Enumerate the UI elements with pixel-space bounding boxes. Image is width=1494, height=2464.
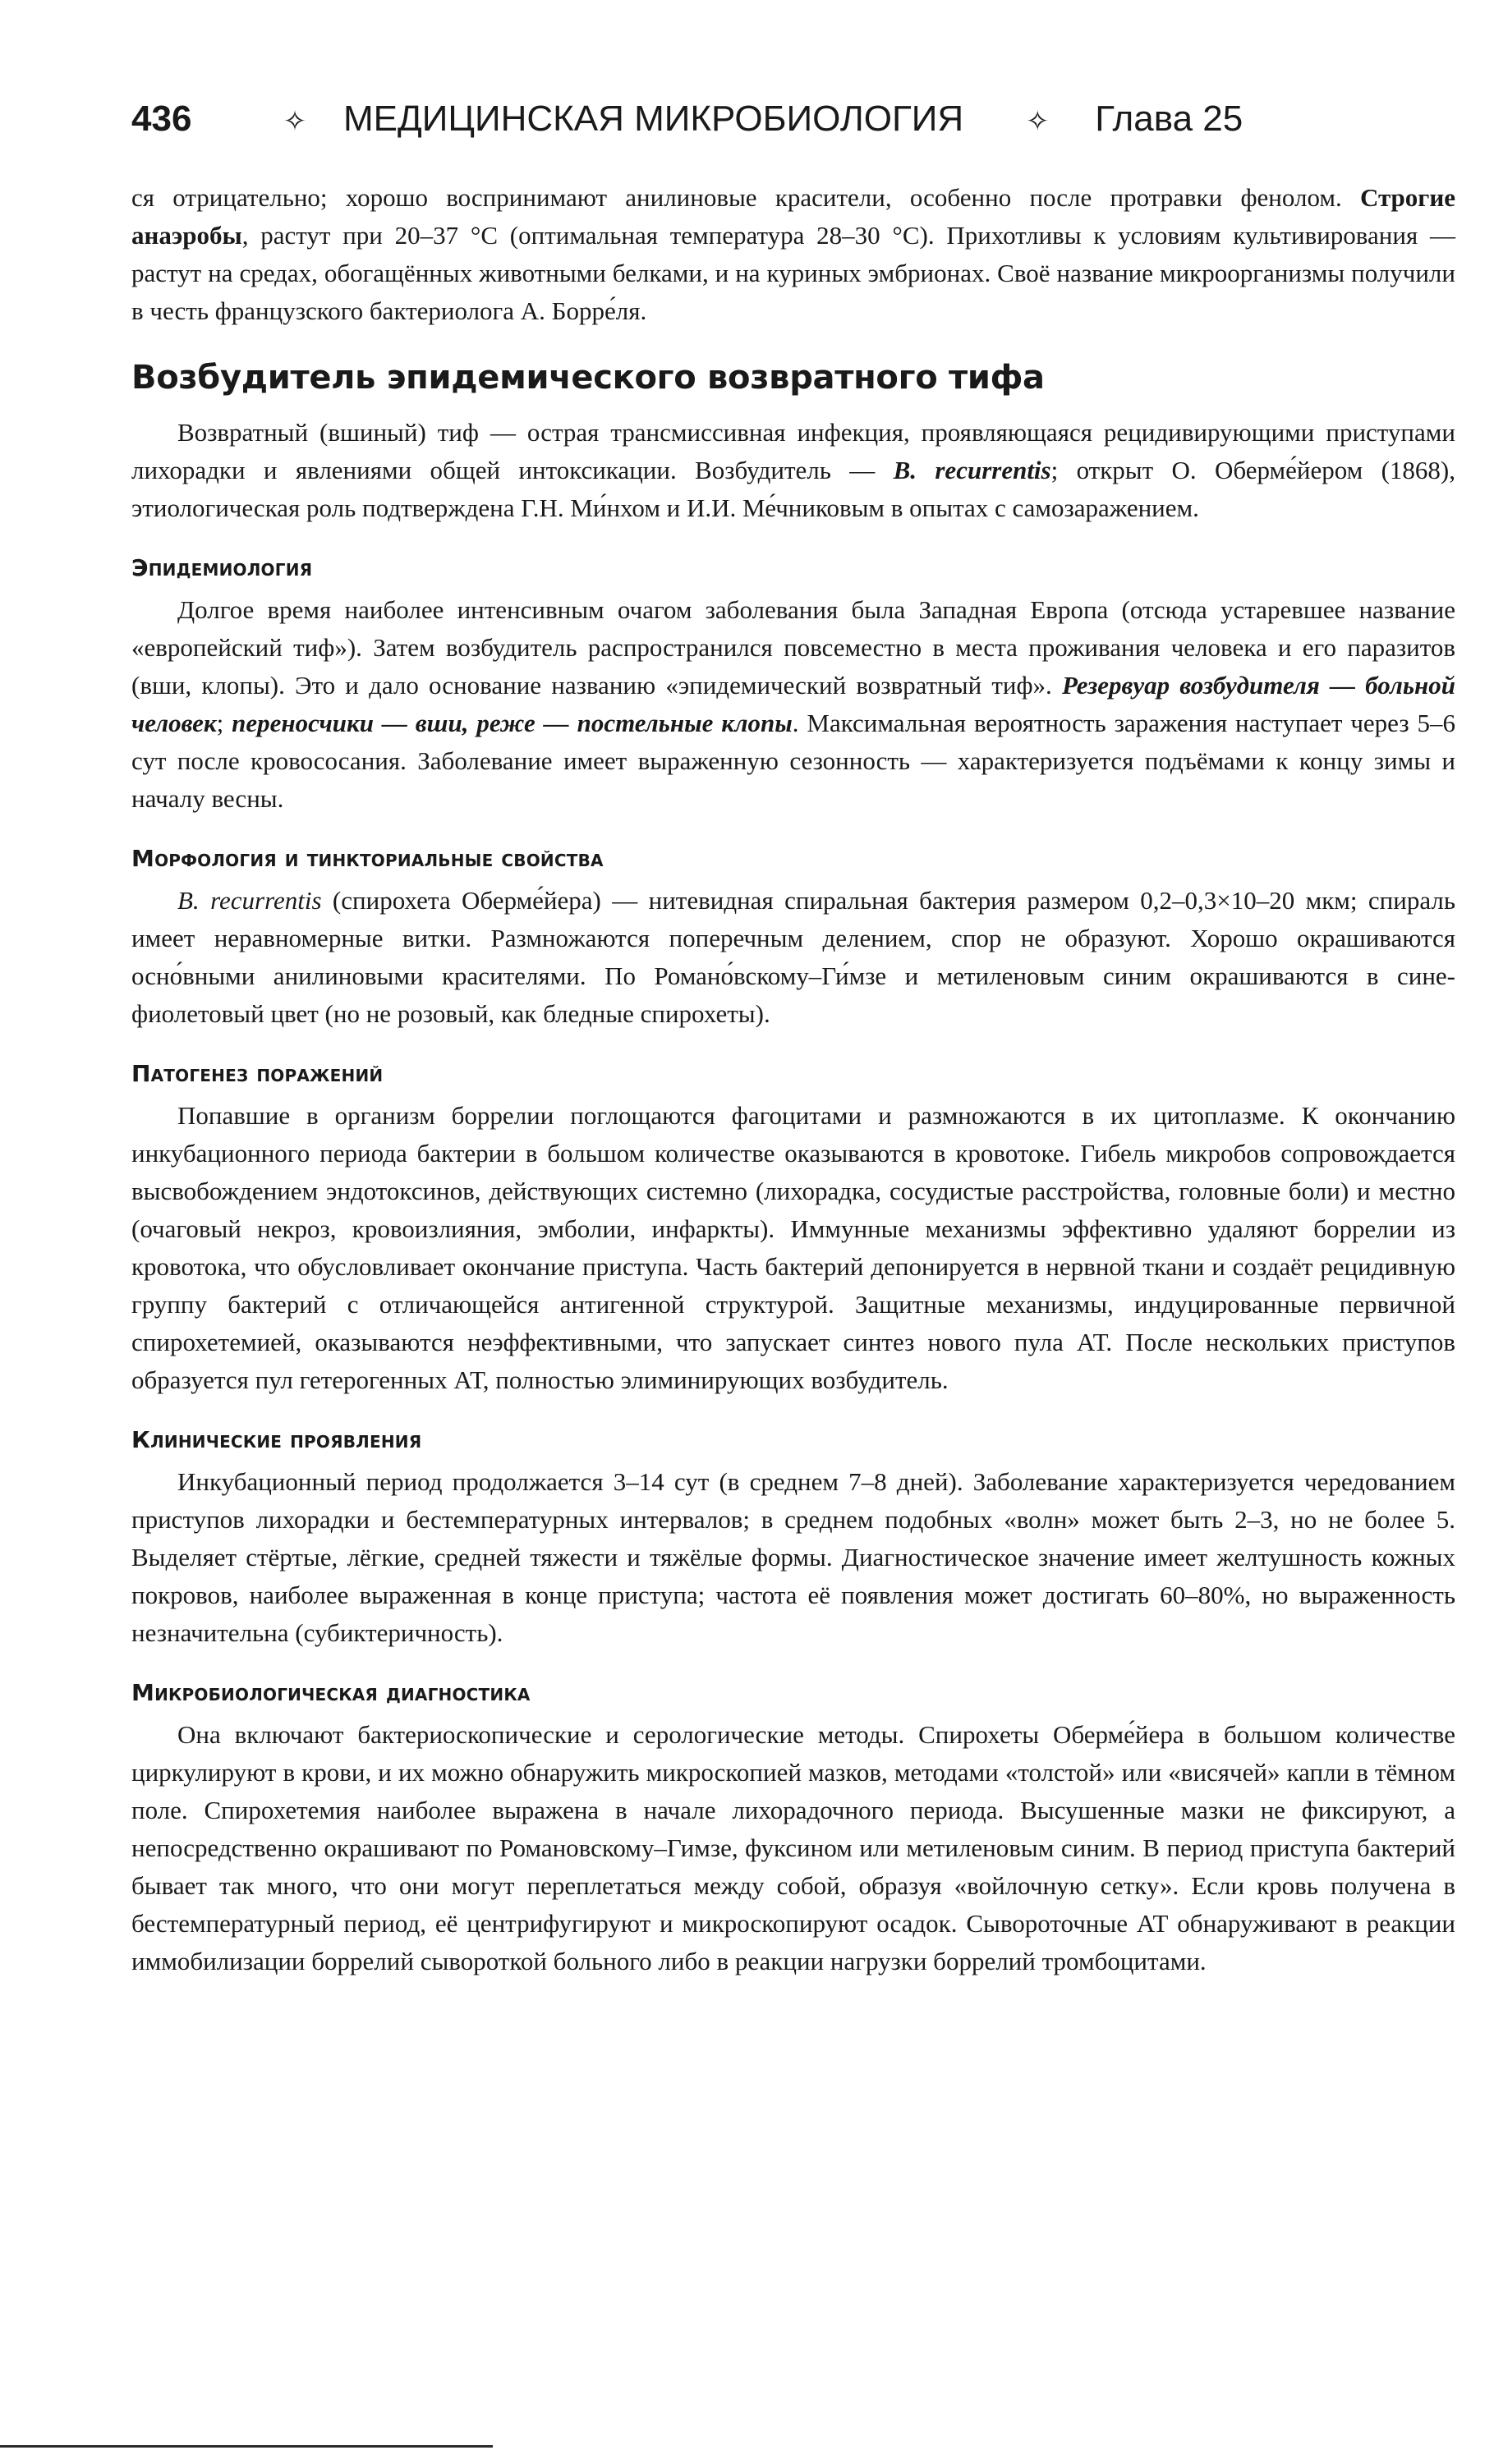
intro-paragraph: ся отрицательно; хорошо воспринимают анилиновые красители, особенно после протравки фенолом. Строгие анаэробы, растут при 20–37 °С (оптимальная температура 28–30 °С). Прихотливы к условиям культивирования — растут на средах, обогащённых животными белками, и на куриных эмбрионах. Своё название микроорганизмы получили в честь французского бактериолога А. Борре́ля. (131, 183, 1455, 325)
morphology-paragraph: B. recurrentis (спирохета Оберме́йера) — нитевидная спиральная бактерия размером 0,2–0,3×10–20 мкм; спираль имеет неравномерные витки. Размножаются поперечным делением, спор не образуют. Хорошо окрашиваются осно́вными анилиновыми красителями. По Романо́вскому–Ги́мзе и метиленовым синим окрашиваются в сине-фиолетовый цвет (но не розовый, как бледные спирохеты). (131, 886, 1455, 1028)
diamond-ornament-icon: ✧ (283, 106, 307, 137)
diagnostics-paragraph: Она включают бактериоскопические и серологические методы. Спирохеты Оберме́йера в большом количестве циркулируют в крови, и их можно обнаружить микроскопией мазков, методами «толстой» или «висячей» капли в тёмном поле. Спирохетемия наиболее выражена в начале лихорадочного периода. Высушенные мазки не фиксируют, а непосредственно окрашивают по Романовскому–Гимзе, фуксином или метиленовым синим. В период приступа бактерий бывает так много, что они могут переплетаться между собой, образуя «войлочную сетку». Если кровь получена в бестемпературный период, её центрифугируют и микроскопируют осадок. Сывороточные АТ обнаруживают в реакции иммобилизации боррелий сывороткой больного либо в реакции нагрузки боррелий тромбоцитами. (131, 1720, 1455, 1975)
book-page (131, 99, 1455, 1980)
subsection-title-clinical: Клинические проявления (131, 1426, 422, 1453)
subsection-title-morphology: Морфология и тинкториальные свойства (131, 845, 604, 872)
bold-term: Строгие анаэробы (131, 183, 1455, 250)
emphasis-reservoir: Резервуар возбудителя — больной человек (131, 671, 1455, 737)
species-name: B. recurrentis (177, 886, 322, 915)
subsection-title-pathogenesis: Патогенез поражений (131, 1060, 384, 1087)
running-head (131, 99, 1455, 161)
bottom-scan-rule (0, 2445, 493, 2448)
subsection-title-diagnostics: Микробиологическая диагностика (131, 1679, 531, 1706)
chapter-label: Глава 25 (1095, 99, 1243, 139)
epidemiology-paragraph: Долгое время наиболее интенсивным очагом заболевания была Западная Европа (отсюда устаревшее название «европейский тиф»). Затем возбудитель распространился повсеместно в места проживания человека и его паразитов (вши, клопы). Это и дало основание названию «эпидемический возвратный тиф». Резервуар возбудителя — больной человек; переносчики — вши, реже — постельные клопы. Максимальная вероятность заражения наступает через 5–6 сут после кровососания. Заболевание имеет выраженную сезонность — характеризуется подъёмами к концу зимы и началу весны. (131, 595, 1455, 813)
section-title: Возбудитель эпидемического возвратного тифа (131, 359, 1045, 397)
book-title: МЕДИЦИНСКАЯ МИКРОБИОЛОГИЯ (343, 99, 964, 139)
section-intro-paragraph: Возвратный (вшиный) тиф — острая трансмиссивная инфекция, проявляющаяся рецидивирующими приступами лихорадки и явлениями общей интоксикации. Возбудитель — B. recurrentis; открыт О. Оберме́йером (1868), этиологическая роль подтверждена Г.Н. Ми́нхом и И.И. Ме́чниковым в опытах с самозаражением. (131, 418, 1456, 522)
diamond-ornament-icon: ✧ (1025, 106, 1050, 137)
species-name: B. recurrentis (893, 456, 1051, 484)
page-number: 436 (131, 99, 192, 139)
pathogenesis-paragraph: Попавшие в организм боррелии поглощаются фагоцитами и размножаются в их цитоплазме. К окончанию инкубационного периода бактерии в большом количестве оказываются в кровотоке. Гибель микробов сопровождается высвобождением эндотоксинов, действующих системно (лихорадка, сосудистые расстройства, головные боли) и местно (очаговый некроз, кровоизлияния, эмболии, инфаркты). Иммунные механизмы эффективно удаляют боррелии из кровотока, что обусловливает окончание приступа. Часть бактерий депонируется в нервной ткани и создаёт рецидивную группу бактерий с отличающейся антигенной структурой. Защитные механизмы, индуцированные первичной спирохетемией, оказываются неэффективными, что запускает синтез нового пула АТ. После нескольких приступов образуется пул гетерогенных АТ, полностью элиминирующих возбудитель. (131, 1101, 1455, 1394)
emphasis-vectors: переносчики — вши, реже — постельные клопы (232, 709, 793, 737)
clinical-paragraph: Инкубационный период продолжается 3–14 сут (в среднем 7–8 дней). Заболевание характеризуется чередованием приступов лихорадки и бестемпературных интервалов; в среднем подобных «волн» может быть 2–3, но не более 5. Выделяет стёртые, лёгкие, средней тяжести и тяжёлые формы. Диагностическое значение имеет желтушность кожных покровов, наиболее выраженная в конце приступа; частота её появления может достигать 60–80%, но выраженность незначительна (субиктеричность). (131, 1467, 1455, 1647)
subsection-title-epidemiology: Эпидемиология (131, 554, 313, 581)
